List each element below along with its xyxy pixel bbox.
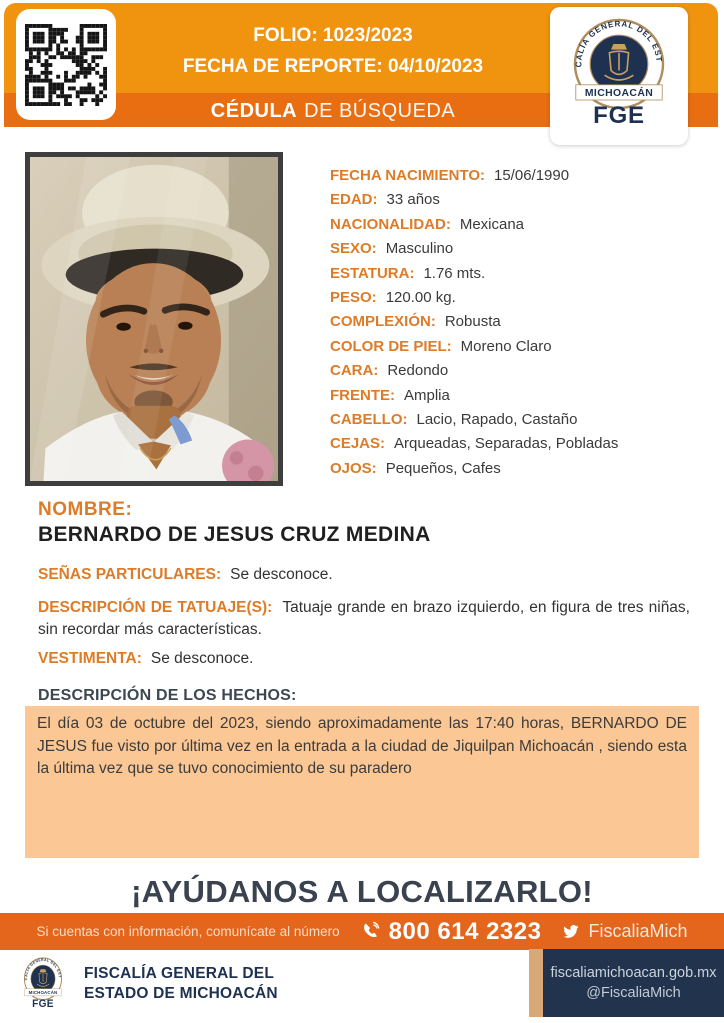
- footer-website: fiscaliamichoacan.gob.mx: [550, 965, 717, 981]
- field-value: Masculino: [385, 240, 454, 258]
- twitter-handle: FiscaliaMich: [588, 921, 688, 941]
- vestimenta-label: VESTIMENTA:: [38, 650, 142, 667]
- phone-icon: [360, 921, 381, 942]
- field-row-nationality: [330, 216, 716, 240]
- field-row-age: [330, 191, 716, 215]
- fge-logo-card: [550, 7, 688, 145]
- poster-title: [116, 100, 550, 123]
- footer-twitter-handle: @FiscaliaMich: [586, 985, 681, 1001]
- field-label: OJOS:: [330, 459, 377, 477]
- senas-label: SEÑAS PARTICULARES:: [38, 566, 222, 583]
- field-label: EDAD:: [330, 191, 378, 209]
- tatuaje-value: Tatuaje grande en brazo izquierdo, en figura de tres niñas, sin recordar más características.: [38, 599, 690, 638]
- field-label: SEXO:: [330, 240, 377, 258]
- footer-org-line2: ESTADO DE MICHOACÁN: [84, 984, 278, 1002]
- field-row-height: [330, 265, 716, 289]
- field-label: COMPLEXIÓN:: [330, 313, 436, 331]
- field-row-skin: [330, 338, 716, 362]
- name-label: NOMBRE:: [38, 499, 133, 520]
- field-label: PESO:: [330, 288, 377, 306]
- missing-person-photo: [25, 152, 283, 486]
- footer-logo: [16, 956, 70, 1018]
- field-value: Redondo: [387, 362, 449, 380]
- field-label: FRENTE:: [330, 386, 395, 404]
- section-tatuaje: [38, 597, 690, 640]
- field-row-face: [330, 362, 716, 386]
- tatuaje-label: DESCRIPCIÓN DE TATUAJE(S):: [38, 599, 273, 616]
- field-label: NACIONALIDAD:: [330, 215, 451, 233]
- field-value: 1.76 mts.: [423, 264, 486, 282]
- field-label: CARA:: [330, 362, 379, 380]
- qr-code-icon: [25, 24, 107, 106]
- field-label: FECHA NACIMIENTO:: [330, 167, 485, 184]
- field-row-eyebrows: [330, 435, 716, 459]
- field-label: ESTATURA:: [330, 264, 415, 282]
- footer-links-box: [543, 949, 724, 1017]
- hechos-description-box: [25, 706, 699, 858]
- vestimenta-value: Se desconoce.: [150, 650, 254, 667]
- poster-title-bold: CÉDULA: [210, 100, 298, 122]
- field-value: Pequeños, Cafes: [385, 459, 501, 477]
- field-row-eyes: [330, 460, 716, 484]
- field-value: Amplia: [404, 386, 450, 404]
- help-locate-headline: ¡AYÚDANOS A LOCALIZARLO!: [131, 874, 593, 909]
- senas-value: Se desconoce.: [230, 566, 333, 583]
- qr-card: [16, 9, 116, 120]
- footer-accent-strip: [529, 949, 543, 1017]
- field-row-hair: [330, 411, 716, 435]
- field-row-weight: [330, 289, 716, 313]
- contact-info-text: Si cuentas con información, comunícate al número: [36, 924, 340, 939]
- field-row-build: [330, 313, 716, 337]
- person-name: BERNARDO DE JESUS CRUZ MEDINA: [38, 523, 431, 546]
- twitter-bird-icon: [561, 922, 580, 941]
- field-value: Lacio, Rapado, Castaño: [416, 410, 578, 428]
- field-row-birthdate: [330, 167, 716, 191]
- section-vestimenta: [38, 650, 253, 668]
- fge-seal-logo-small: [16, 956, 70, 1013]
- field-value: Arqueadas, Separadas, Pobladas: [394, 435, 619, 453]
- phone-number: 800 614 2323: [388, 917, 542, 945]
- hechos-text: El día 03 de octubre del 2023, siendo aproximadamente las 17:40 horas, BERNARDO DE JESUS fue visto por última vez en la entrada a la ciudad de Jiquilpan Michoacán , siendo esta la última vez que se tuvo conocimiento de su paradero: [37, 715, 687, 777]
- hechos-label: DESCRIPCIÓN DE LOS HECHOS:: [38, 687, 297, 704]
- person-data-list: [330, 167, 716, 484]
- phone-group: [360, 918, 542, 946]
- field-row-forehead: [330, 387, 716, 411]
- field-value: 33 años: [386, 191, 440, 209]
- portrait-illustration: [30, 157, 278, 481]
- field-label: COLOR DE PIEL:: [330, 337, 452, 355]
- field-label: CEJAS:: [330, 435, 386, 453]
- folio-number: FOLIO: 1023/2023: [253, 25, 413, 46]
- field-label: CABELLO:: [330, 410, 408, 428]
- section-senas: [38, 566, 333, 584]
- folio-block: [116, 20, 550, 82]
- report-date: FECHA DE REPORTE: 04/10/2023: [182, 56, 484, 77]
- field-value: Robusta: [444, 313, 501, 331]
- footer-org-name: [84, 964, 278, 1003]
- twitter-group: [561, 921, 687, 942]
- field-value: 120.00 kg.: [385, 288, 456, 306]
- field-row-sex: [330, 240, 716, 264]
- field-value: Mexicana: [459, 215, 525, 233]
- fge-seal-logo: [555, 16, 683, 136]
- footer-org-line1: FISCALÍA GENERAL DEL: [84, 965, 275, 982]
- poster-title-rest: DE BÚSQUEDA: [304, 100, 456, 122]
- field-value: Moreno Claro: [460, 337, 552, 355]
- contact-bar: [0, 913, 724, 950]
- field-value: 15/06/1990: [494, 167, 570, 184]
